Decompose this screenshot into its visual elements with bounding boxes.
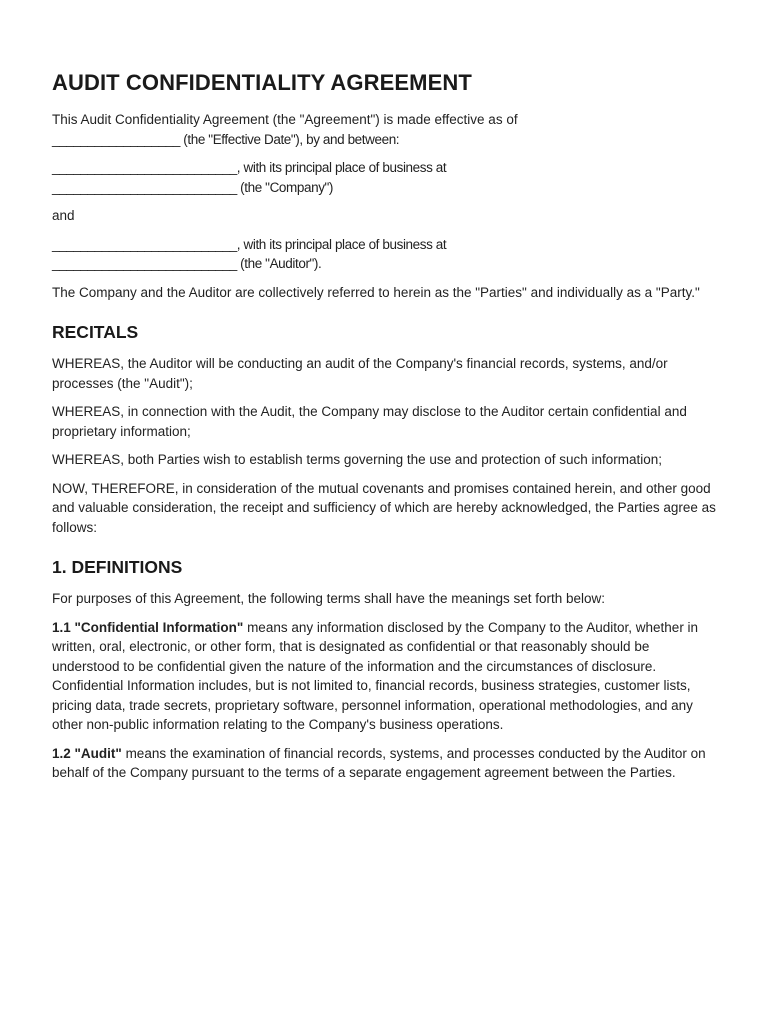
definitions-intro: For purposes of this Agreement, the following terms shall have the meanings set forth below: [52,591,606,606]
whereas-2: WHEREAS, in connection with the Audit, the Company may disclose to the Auditor certain confidential and proprietary information; [52,404,687,439]
definition-1-text: means any information disclosed by the Company to the Auditor, whether in written, oral, electronic, or other form, that is designated as confidential or that reasonably should be understood to be confidential given the nature of the information and the circumstances of disclosure. Confidential Information includes, but is not limited to, financial records, business strategies, customer lists, pricing data, trade secrets, proprietary software, personnel information, operational methodologies, and any other non-public information relating to the Company's business operations. [52,619,699,732]
parties-paragraph: The Company and the Auditor are collectively referred to herein as the "Parties" and individually as a "Party." [52,284,700,300]
definitions-heading: 1. DEFINITIONS [52,557,183,577]
intro-paragraph [52,110,718,149]
whereas-1: WHEREAS, the Auditor will be conducting an audit of the Company's financial records, systems, and/or processes (the "Audit"); [52,356,668,391]
recitals-heading: RECITALS [52,322,139,342]
definition-2-term: 1.2 "Audit" [52,745,122,761]
auditor-line-2: __________________________ (the "Auditor"). [52,256,322,271]
company-block [52,158,718,197]
intro-line-2: __________________ (the "Effective Date"), by and between: [52,131,400,147]
company-line-2: __________________________ (the "Company") [52,179,334,195]
definition-audit [52,744,718,783]
and-text: and [52,208,75,223]
auditor-line-1: __________________________, with its principal place of business at [52,236,447,252]
definition-confidential-information [52,618,718,735]
auditor-block [52,235,718,274]
definition-2-text: means the examination of financial records, systems, and processes conducted by the Auditor on behalf of the Company pursuant to the terms of a separate engagement agreement between the Parties. [52,745,706,780]
definition-1-term: 1.1 "Confidential Information" [52,619,244,635]
therefore-paragraph: NOW, THEREFORE, in consideration of the mutual covenants and promises contained herein, and other good and valuable consideration, the receipt and sufficiency of which are hereby acknowledged, the Parties agree as follows: [52,480,716,535]
document-title: AUDIT CONFIDENTIALITY AGREEMENT [52,70,472,95]
intro-line-1: This Audit Confidentiality Agreement (the "Agreement") is made effective as of [52,112,518,127]
whereas-3: WHEREAS, both Parties wish to establish terms governing the use and protection of such information; [52,452,663,467]
company-line-1: __________________________, with its principal place of business at [52,160,447,175]
